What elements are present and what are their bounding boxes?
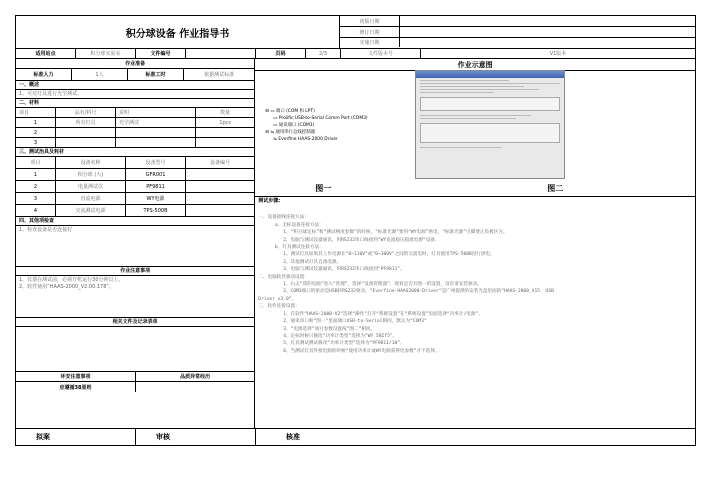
step-line: 2、电脑与测试仪器通讯，用RS232串口线接到“WY直流稳压稳流电源”设备。 <box>258 237 440 243</box>
table-row: 2 <box>16 128 254 138</box>
step-line: 2、通讯串口和“图一”里面端口USB-to-Serial相同，默认为“COM3” <box>258 319 427 325</box>
doc-title: 积分球设备 作业指导书 <box>16 16 340 48</box>
time-value: 依据测试标准 <box>204 72 235 78</box>
step-line: 3、“电源选择”项目参数设置按“图二”相同。 <box>258 326 376 332</box>
dialog-titlebar <box>416 71 564 78</box>
tree-item: ▭ Prolific USB-to-Serial Comm Port (COM3) <box>273 116 368 121</box>
approve-label: 核准 <box>286 433 300 441</box>
tools-header: 项目 设备名称 设备型号 设备编号 <box>16 157 254 169</box>
step-line: 1、“积分球定标”和“测试响度参数”的时候，“标准光源”要用“WY电源”供电，“标准光源”引脚要正负极区分。 <box>258 230 508 236</box>
step-line: 4、定标时候只修改“功率计类型”选择为“WY 5BIT5”。 <box>258 333 398 339</box>
overview-title: 一、概述 <box>16 81 254 90</box>
step-line: b、灯具测试连接方法： <box>258 245 324 251</box>
tree-item: ⇋ Everfine HAAS-2000 Driver <box>273 137 338 142</box>
sign-row <box>16 429 695 445</box>
site-value: 积分球实验室 <box>76 49 136 58</box>
demo-title: 作业示意图 <box>457 60 493 69</box>
table-row: 3 直流电源 WY电源 <box>16 193 254 205</box>
table-row: 4 交流测试电源 TPS-500B <box>16 205 254 217</box>
tools-table <box>16 157 254 217</box>
other-title: 四、其他项检查 <box>16 217 254 226</box>
step-line: 1、测试灯具如果其工作电源在“0~110V”或“0~300V”之间的交流电时，灯具使用TPS-500B进行供电。 <box>258 252 495 258</box>
note-line: 2、软件使用“HAAS-2000_V2.00.178”。 <box>19 284 114 290</box>
overview-text: 1、可对灯具进行光学测试。 <box>16 90 254 99</box>
sop-sheet <box>15 15 696 446</box>
port-icon: ▭ <box>273 116 279 121</box>
header-row <box>16 16 695 49</box>
tree-item: ▭ 通讯端口 (COM1) <box>273 123 315 128</box>
staff-label: 标准人力 <box>16 69 72 80</box>
env-label: 环安注意事项 <box>16 372 136 381</box>
other-text: 1、检查设备是否连接好 <box>16 226 254 267</box>
figure-area <box>255 71 695 197</box>
version-value: V1版本 <box>549 51 567 57</box>
step-line: 2、COM3端口的驱动是USB转RS232驱动，“Everfine-HAAS2000-Driver”是广州提供的安装光盘里面的“HAAS-2000_V15 USB <box>258 289 554 295</box>
table-row: 1 所有灯具 光学测试 1pcs <box>16 118 254 128</box>
figure-2-caption: 图二 <box>547 184 564 193</box>
page-label: 页码 <box>256 49 306 58</box>
tree-item: ⊟ ⇋ 通用串行总线控制器 <box>265 130 315 135</box>
prep-title: 作业准备 <box>125 61 146 67</box>
step-line: 2、其他测试灯具自备电源。 <box>258 259 342 265</box>
tree-item: ⊟ ▭ 端口 (COM 和 LPT) <box>265 109 315 114</box>
date-block <box>340 16 695 48</box>
step-line: 三、软件连接设置： <box>258 304 300 310</box>
steps-title: 测试步骤: <box>258 198 281 204</box>
material-table <box>16 108 254 148</box>
left-panel <box>16 59 255 428</box>
doc-no-value <box>186 49 256 58</box>
steps-list <box>255 206 695 371</box>
step-line: a、无标设备连接方法： <box>258 222 324 228</box>
step-line: 6、当测试灯具外接电源的时候“使用功率计或WY电源获得电参数”才不选择。 <box>258 348 440 354</box>
device-tree <box>265 108 367 143</box>
material-title: 二、材料 <box>16 99 254 108</box>
step-line: 5、灯具测试测试修改“功率计类型”选择为“PF9811/10”。 <box>258 341 405 347</box>
usb-icon: ⇋ <box>273 137 279 142</box>
step-line: 3、电脑与测试仪器通讯，用RS232串口线接到“PF9811”。 <box>258 267 405 273</box>
table-row: 2 电量测试仪 PF9811 <box>16 181 254 193</box>
mandatory-label: 应遵循38原则 <box>16 382 136 392</box>
info-row <box>16 49 695 59</box>
initial-date-label: 初版日期 <box>340 16 400 26</box>
draft-label: 拟案 <box>16 429 136 445</box>
abnormal-label: 品质异常经历 <box>180 374 211 380</box>
revised-date-label: 修订日期 <box>340 27 400 37</box>
step-line: 1、在软件“HAAS-2000-V2”选择“操作”打开“系统设置”在“系统设置”里面选择“功率计/电源”。 <box>258 311 483 317</box>
port-icon: ▭ <box>273 123 279 128</box>
material-header: 项目 品名/料号 说明 数量 <box>16 108 254 118</box>
site-label: 适用站点 <box>16 49 76 58</box>
note-line: 1、仪器在测试前，必须开机运行30分钟以上。 <box>19 277 124 283</box>
step-line: 二、电脑软件驱动设置： <box>258 274 309 280</box>
notes-title: 作业注意事项 <box>16 267 254 276</box>
page-value: 2/3 <box>306 49 341 58</box>
version-label: 文件版本号 <box>341 49 421 58</box>
body <box>16 59 695 429</box>
usb-icon: ⊟ ⇋ <box>265 130 276 135</box>
review-label: 审核 <box>136 429 256 445</box>
port-icon: ⊟ ▭ <box>265 109 276 114</box>
time-label: 标准工时 <box>128 69 184 80</box>
forms-title: 相关文件及记录表单 <box>16 318 254 327</box>
settings-dialog-screenshot <box>415 70 565 179</box>
figure-1-caption: 图一 <box>315 184 332 193</box>
table-row: 1 积分球 (大) GFR001 <box>16 169 254 181</box>
tools-title: 三、测试治具及耗材 <box>16 148 254 157</box>
notes-list <box>16 276 254 318</box>
table-row: 3 <box>16 138 254 148</box>
right-panel <box>255 59 695 428</box>
step-line: 1、右击“我的电脑”进入“管理”，选择“设备管理器”，观看是否有图一的设置，没有请安装驱动。 <box>258 282 482 288</box>
archived-date-label: 实施日期 <box>340 38 400 47</box>
step-line: Driver v3.0”。 <box>258 296 297 302</box>
doc-no-label: 文件编号 <box>136 49 186 58</box>
staff-value: 1人 <box>72 69 128 80</box>
step-line: 一、设备接线连接方法： <box>258 215 309 221</box>
